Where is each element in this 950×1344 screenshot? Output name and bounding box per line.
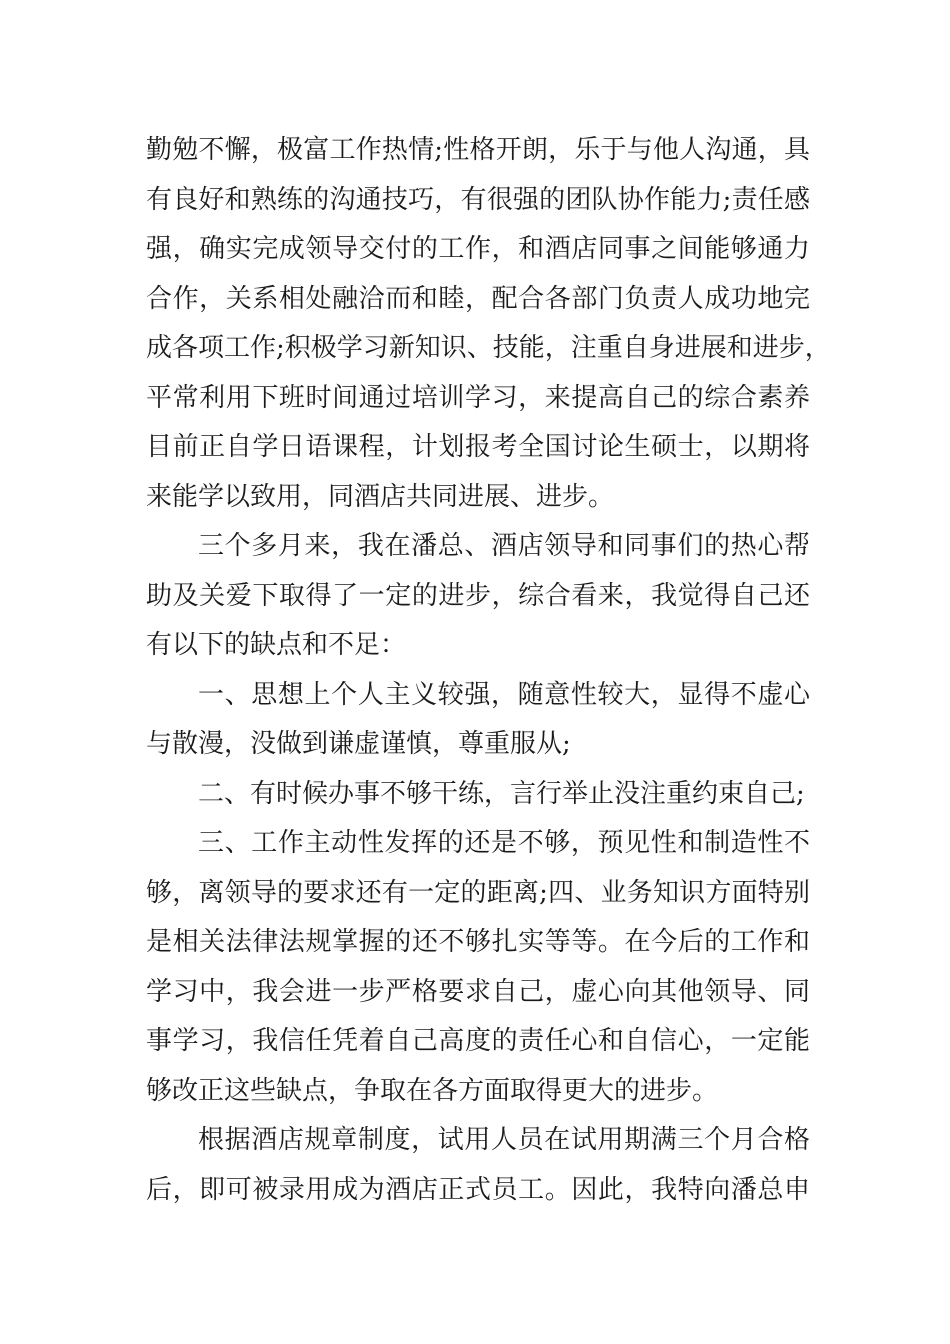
- paragraph-line: 根据酒店规章制度，试用人员在试用期满三个月合格: [198, 1125, 810, 1155]
- paragraph-line: 来能学以致用，同酒店共同进展、进步。: [146, 481, 615, 512]
- paragraph-line: 一、思想上个人主义较强，随意性较大，显得不虚心: [198, 679, 810, 710]
- paragraph-line: 有良好和熟练的沟通技巧，有很强的团队协作能力;责任感: [146, 184, 810, 215]
- paragraph-line: 平常利用下班时间通过培训学习，来提高自己的综合素养: [146, 382, 810, 413]
- paragraph: [146, 671, 810, 770]
- paragraph-line: 合作，关系相处融洽而和睦，配合各部门负责人成功地完: [146, 283, 810, 314]
- paragraph-line: 目前正自学日语课程，计划报考全国讨论生硕士，以期将: [146, 432, 810, 462]
- paragraph: [146, 770, 810, 820]
- paragraph-line: 三个多月来，我在潘总、酒店领导和同事们的热心帮: [198, 531, 810, 561]
- paragraph: [146, 819, 810, 1116]
- paragraph-line: 有以下的缺点和不足：: [146, 630, 407, 660]
- paragraph-line: 三、工作主动性发挥的还是不够，预见性和制造性不: [198, 828, 810, 858]
- paragraph-line: 学习中，我会进一步严格要求自己，虚心向其他领导、同: [146, 976, 810, 1007]
- paragraph: [146, 522, 810, 671]
- paragraph: [146, 1116, 810, 1215]
- paragraph-line: 助及关爱下取得了一定的进步，综合看来，我觉得自己还: [146, 580, 810, 611]
- paragraph-line: 与散漫，没做到谦虚谨慎，尊重服从;: [146, 729, 571, 759]
- paragraph-line: 够，离领导的要求还有一定的距离;四、业务知识方面特别: [146, 877, 810, 908]
- paragraph-line: 是相关法律法规掌握的还不够扎实等等。在今后的工作和: [146, 927, 810, 957]
- paragraph-line: 强，确实完成领导交付的工作，和酒店同事之间能够通力: [146, 234, 810, 264]
- paragraph-line: 二、有时候办事不够干练，言行举止没注重约束自己;: [198, 778, 805, 809]
- paragraph-line: 勤勉不懈，极富工作热情;性格开朗，乐于与他人沟通，具: [146, 135, 810, 165]
- document-body: [146, 126, 831, 1215]
- paragraph-line: 成各项工作;积极学习新知识、技能，注重自身进展和进步，: [146, 333, 831, 363]
- paragraph-line: 事学习，我信任凭着自己高度的责任心和自信心，一定能: [146, 1026, 810, 1056]
- paragraph: [146, 126, 831, 522]
- paragraph-line: 后，即可被录用成为酒店正式员工。因此，我特向潘总申: [146, 1174, 810, 1205]
- paragraph-line: 够改正这些缺点，争取在各方面取得更大的进步。: [146, 1075, 719, 1106]
